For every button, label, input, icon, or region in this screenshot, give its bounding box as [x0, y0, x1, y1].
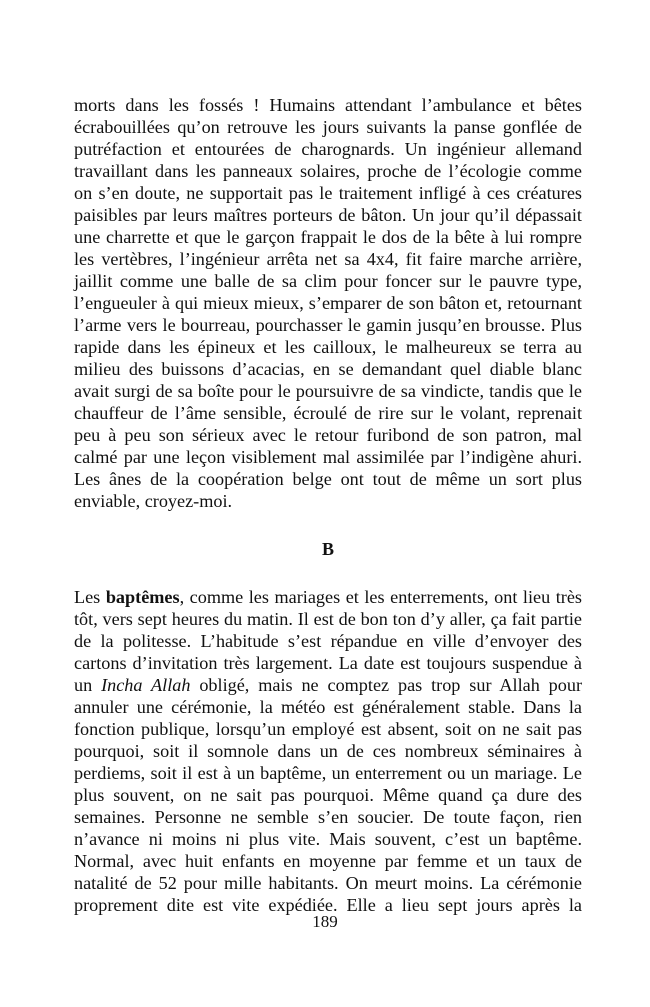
italic-term: Incha Allah [101, 675, 191, 695]
page-number: 189 [312, 912, 338, 931]
paragraph-intro: Les [74, 587, 106, 607]
body-paragraph-b [74, 586, 582, 916]
bold-term: baptêmes [105, 587, 180, 607]
page-body [74, 94, 582, 916]
section-heading: B [321, 539, 334, 559]
paragraph-text-b: obligé, mais ne comptez pas trop sur Allah pour annuler une cérémonie, la météo est généralement stable. Dans la fonction publique, lorsqu’un employé est absent, soit on ne sait pas pourquoi, soit il somnole dans un de ces nombreux séminaires à perdiems, soit il est à un baptême, un enterrement ou un mariage. Le plus souvent, on ne sait pas pourquoi. Même quand ça dure des semaines. Personne ne semble s’en soucier. De toute façon, rien n’avance ni moins ni plus vite. Mais souvent, c’est un baptême. Normal, avec huit enfants en moyenne par femme et un taux de natalité de 52 pour mille habitants. On meurt moins. La cérémonie proprement dite est vite expédiée. Elle a lieu sept jours après la [74, 675, 583, 915]
body-paragraph: morts dans les fossés ! Humains attendant l’ambulance et bêtes écrabouillées qu’on retrouve les jours suivants la panse gonflée de putréfaction et entourées de charognards. Un ingénieur allemand travaillant dans les panneaux solaires, proche de l’écologie comme on s’en doute, ne supportait pas le traitement infligé à ces créatures paisibles par leurs maîtres porteurs de bâton. Un jour qu’il dépassait une charrette et que le garçon frappait le dos de la bête à lui rompre les vertèbres, l’ingénieur arrêta net sa 4x4, fit faire marche arrière, jaillit comme une balle de sa clim pour foncer sur le pauvre type, l’engueuler à qui mieux mieux, s’emparer de son bâton et, retournant l’arme vers le bourreau, pourchasser le gamin jusqu’en brousse. Plus rapide dans les épineux et les cailloux, le malheureux se terra au milieu des buissons d’acacias, en se demandant quel diable blanc avait surgi de sa boîte pour le poursuivre de sa vindicte, tandis que le chauffeur de l’âme sensible, écroulé de rire sur le volant, reprenait peu à peu son sérieux avec le retour furibond de son patron, mal calmé par une leçon visiblement mal assimilée par l’indigène ahuri. Les ânes de la coopération belge ont tout de même un sort plus enviable, croyez-moi. [74, 95, 582, 511]
paragraph-text-a: , comme les mariages et les enterrements, ont lieu très tôt, vers sept heures du matin. Il est de bon ton d’y aller, ça fait partie de la politesse. L’habitude s’est répandue en ville d’envoyer des cartons d’invitation très largement. La date est toujours suspendue à un [74, 587, 582, 695]
